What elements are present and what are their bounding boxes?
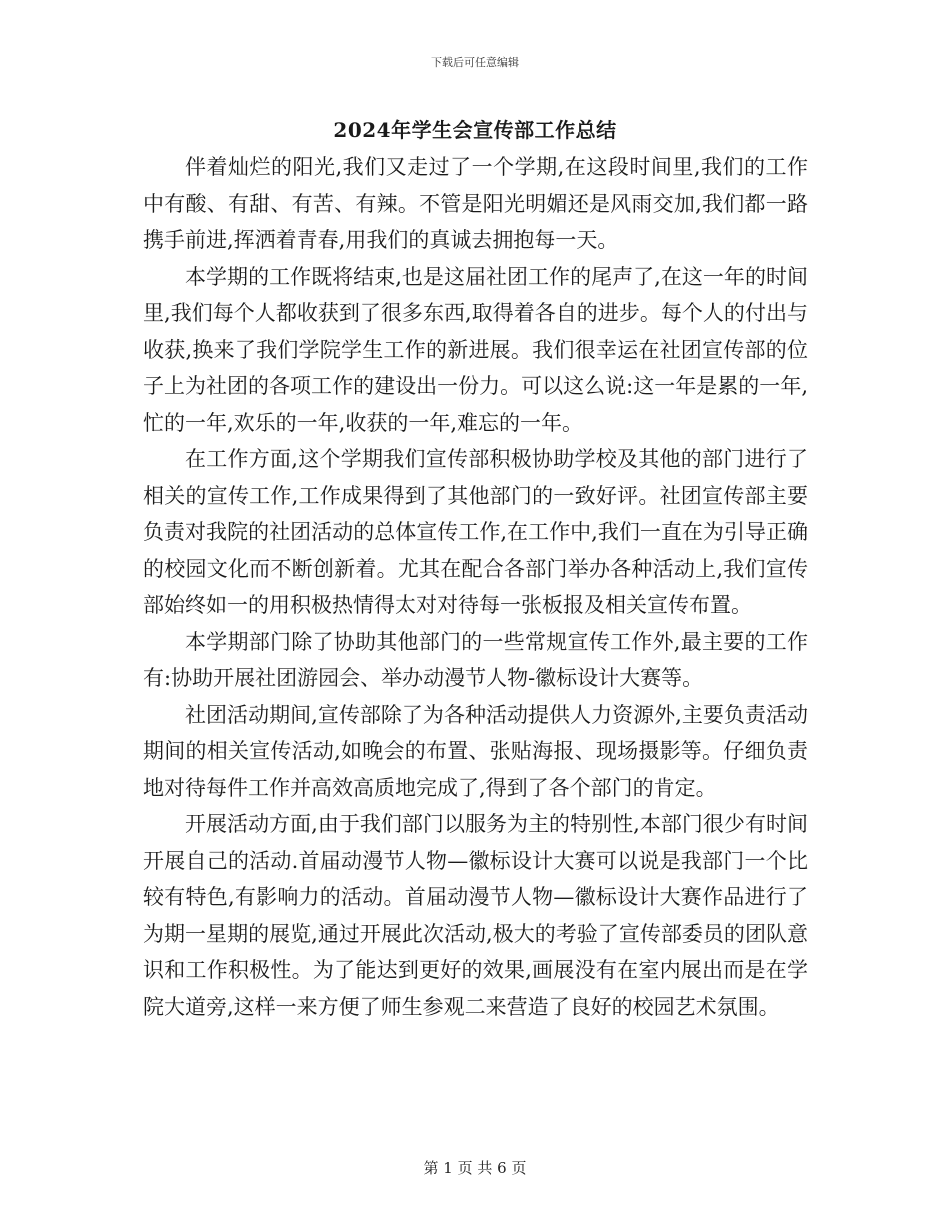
paragraph: 伴着灿烂的阳光,我们又走过了一个学期,在这段时间里,我们的工作中有酸、有甜、有苦、有辣。不管是阳光明媚还是风雨交加,我们都一路携手前进,挥洒着青春,用我们的真诚去拥抱每一天。 <box>143 155 808 252</box>
paragraph: 本学期部门除了协助其他部门的一些常规宣传工作外,最主要的工作有:协助开展社团游园会、举办动漫节人物-徽标设计大赛等。 <box>143 629 808 690</box>
document-body <box>143 149 808 1025</box>
paragraph: 本学期的工作既将结束,也是这届社团工作的尾声了,在这一年的时间里,我们每个人都收获到了很多东西,取得着各自的进步。每个人的付出与收获,换来了我们学院学生工作的新进展。我们很幸运在社团宣传部的位子上为社团的各项工作的建设出一份力。可以这么说:这一年是累的一年,忙的一年,欢乐的一年,收获的一年,难忘的一年。 <box>143 264 808 435</box>
paragraph: 社团活动期间,宣传部除了为各种活动提供人力资源外,主要负责活动期间的相关宣传活动,如晚会的布置、张贴海报、现场摄影等。仔细负责地对待每件工作并高效高质地完成了,得到了各个部门的肯定。 <box>143 702 808 800</box>
paragraph: 开展活动方面,由于我们部门以服务为主的特别性,本部门很少有时间开展自己的活动.首届动漫节人物—徽标设计大赛可以说是我部门一个比较有特色,有影响力的活动。首届动漫节人物—徽标设计大赛作品进行了为期一星期的展览,通过开展此次活动,极大的考验了宣传部委员的团队意识和工作积极性。为了能达到更好的效果,画展没有在室内展出而是在学院大道旁,这样一来方便了师生参观二来营造了良好的校园艺术氛围。 <box>143 812 808 1019</box>
document-title: 2024年学生会宣传部工作总结 <box>333 118 617 142</box>
header-note: 下载后可任意编辑 <box>431 56 519 69</box>
page-indicator: 第 1 页 共 6 页 <box>423 1159 527 1177</box>
paragraph: 在工作方面,这个学期我们宣传部积极协助学校及其他的部门进行了相关的宣传工作,工作成果得到了其他部门的一致好评。社团宣传部主要负责对我院的社团活动的总体宣传工作,在工作中,我们一直在为引导正确的校园文化而不断创新着。尤其在配合各部门举办各种活动上,我们宣传部始终如一的用积极热情得太对对待每一张板报及相关宣传布置。 <box>143 447 808 617</box>
